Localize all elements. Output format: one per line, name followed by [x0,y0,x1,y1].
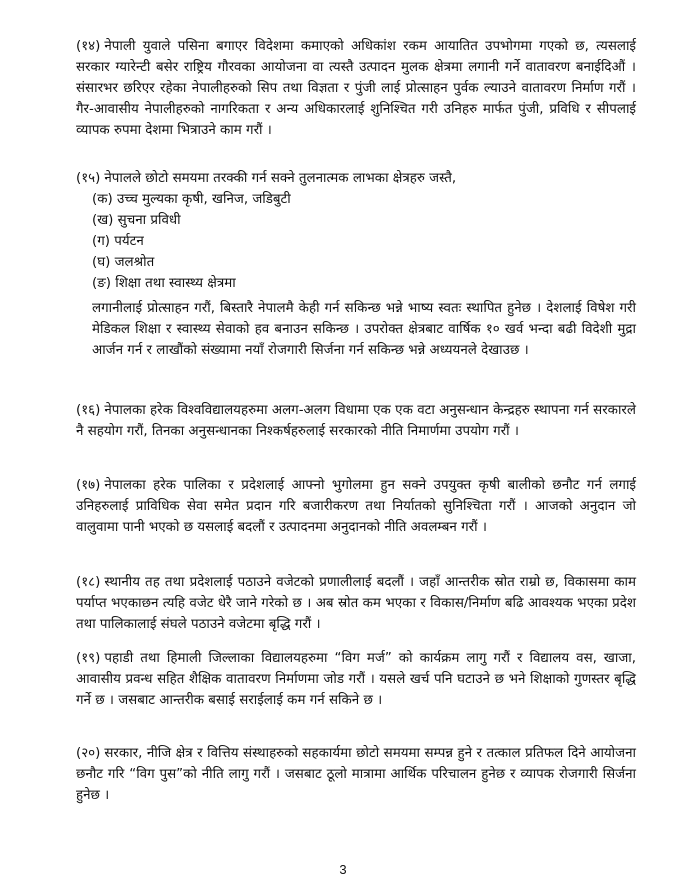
paragraph-text: नेपालका हरेक विश्वविद्यालयहरुमा अलग-अलग विधामा एक एक वटा अनुसन्धान केन्द्रहरु स्थापना गर्न सरकारले नै सहयोग गरौं, तिनका अनुसन्धानका निश्कर्षहरुलाई सरकारको नीति निमार्णमा उपयोग गरौं । [76,403,636,439]
paragraph-17 [76,475,636,538]
list-item: (घ) जलश्रोत [92,255,155,270]
paragraph-text: पहाडी तथा हिमाली जिल्लाका विद्यालयहरुमा “विग मर्ज” को कार्यक्रम लागु गरौं र विद्यालय वस, खाजा, आवासीय प्रवन्ध सहित शैक्षिक वातावरण निर्माणमा जोड गरौं । यसले खर्च पनि घटाउने छ भने शिक्षाको गुणस्तर बृद्धि गर्ने छ । जसबाट आन्तरीक बसाई सराईलाई कम गर्न सकिने छ । [76,651,636,708]
page-number: 3 [339,862,347,877]
paragraph-text: स्थानीय तह तथा प्रदेशलाई पठाउने वजेटको प्रणालीलाई बदलौं । जहाँ आन्तरीक स्रोत राम्रो छ, विकासमा काम पर्याप्त भएकाछन त्यहि वजेट धेरै जाने गरेको छ । अब स्रोत कम भएका र विकास/निर्माण बढि आवश्यक भएका प्रदेश तथा पालिकालाई संघले पठाउने वजेटमा बृद्धि गरौं । [76,575,636,632]
paragraph-15 [76,168,636,189]
paragraph-number: (२०) [76,746,101,761]
list-item: (क) उच्च मुल्यका कृषी, खनिज, जडिबुटी [92,192,291,207]
paragraph-number: (१६) [76,403,101,418]
list-item: (ग) पर्यटन [92,234,144,249]
paragraph-number: (१५) [76,171,101,186]
paragraph-number: (१९) [76,651,101,666]
paragraph-text: नेपाली युवाले पसिना बगाएर विदेशमा कमाएको अधिकांश रकम आयातित उपभोगमा गएको छ, त्यसलाई सरकार ग्यारेन्टी बसेर राष्ट्रिय गौरवका आयोजना वा त्यस्तै उत्पादन मुलक क्षेत्रमा लगानी गर्ने वातावरण बनाईदिऔं । संसारभर छरिएर रहेका नेपालीहरुको सिप तथा विज्ञता र पुंजी लाई प्रोत्साहन पुर्वक ल्याउने वातावरण निर्माण गरौं । गैर-आवासीय नेपालीहरुको नागरिकता र अन्य अधिकारलाई शुनिश्चित गरी उनिहरु मार्फत पुंजी, प्रविधि र सीपलाई व्यापक रुपमा देशमा भित्राउने काम गरौं । [76,39,636,138]
paragraph-text: नेपालका हरेक पालिका र प्रदेशलाई आफ्नो भुगोलमा हुन सक्ने उपयुक्त कृषी बालीको छनौट गर्न लगाई उनिहरुलाई प्राविधिक सेवा समेत प्रदान गरि बजारीकरण तथा निर्यातको सुनिश्चिता गरौं । आजको अनुदान जो वालुवामा पानी भएको छ यसलाई बदलौं र उत्पादनमा अनुदानको नीति अवलम्बन गरौं । [76,478,636,535]
paragraph-15-followup [92,298,636,361]
paragraph-text: लगानीलाई प्रोत्साहन गरौं, बिस्तारै नेपालमै केही गर्न सकिन्छ भन्ने भाष्य स्वतः स्थापित हुनेछ । देशलाई विषेश गरी मेडिकल शिक्षा र स्वास्थ्य सेवाको हव बनाउन सकिन्छ । उपरोक्त क्षेत्रबाट वार्षिक १० खर्व भन्दा बढी विदेशी मुद्रा आर्जन गर्न र लाखौंको संख्यामा नयाँ रोजगारी सिर्जना गर्न सकिन्छ भन्ने अध्ययनले देखाउछ । [92,301,636,358]
paragraph-16 [76,400,636,442]
list-item: (ङ) शिक्षा तथा स्वास्थ्य क्षेत्रमा [92,276,236,291]
paragraph-20 [76,743,636,806]
paragraph-number: (१७) [76,478,101,493]
paragraph-14 [76,36,636,141]
paragraph-18 [76,572,636,635]
list-item: (ख) सुचना प्रविधी [92,213,181,228]
paragraph-19 [76,648,636,711]
paragraph-number: (१४) [76,39,101,54]
paragraph-number: (१८) [76,575,101,590]
paragraph-text: नेपालले छोटो समयमा तरक्की गर्न सक्ने तुलनात्मक लाभका क्षेत्रहरु जस्तै, [104,171,457,186]
sector-list [92,189,291,294]
paragraph-text: सरकार, नीजि क्षेत्र र वित्तिय संस्थाहरुको सहकार्यमा छोटो समयमा सम्पन्न हुने र तत्काल प्रतिफल दिने आयोजना छनौट गरि “विग पुस”को नीति लागु गरौं । जसबाट ठूलो मात्रामा आर्थिक परिचालन हुनेछ र व्यापक रोजगारी सिर्जना हुनेछ । [76,746,636,803]
